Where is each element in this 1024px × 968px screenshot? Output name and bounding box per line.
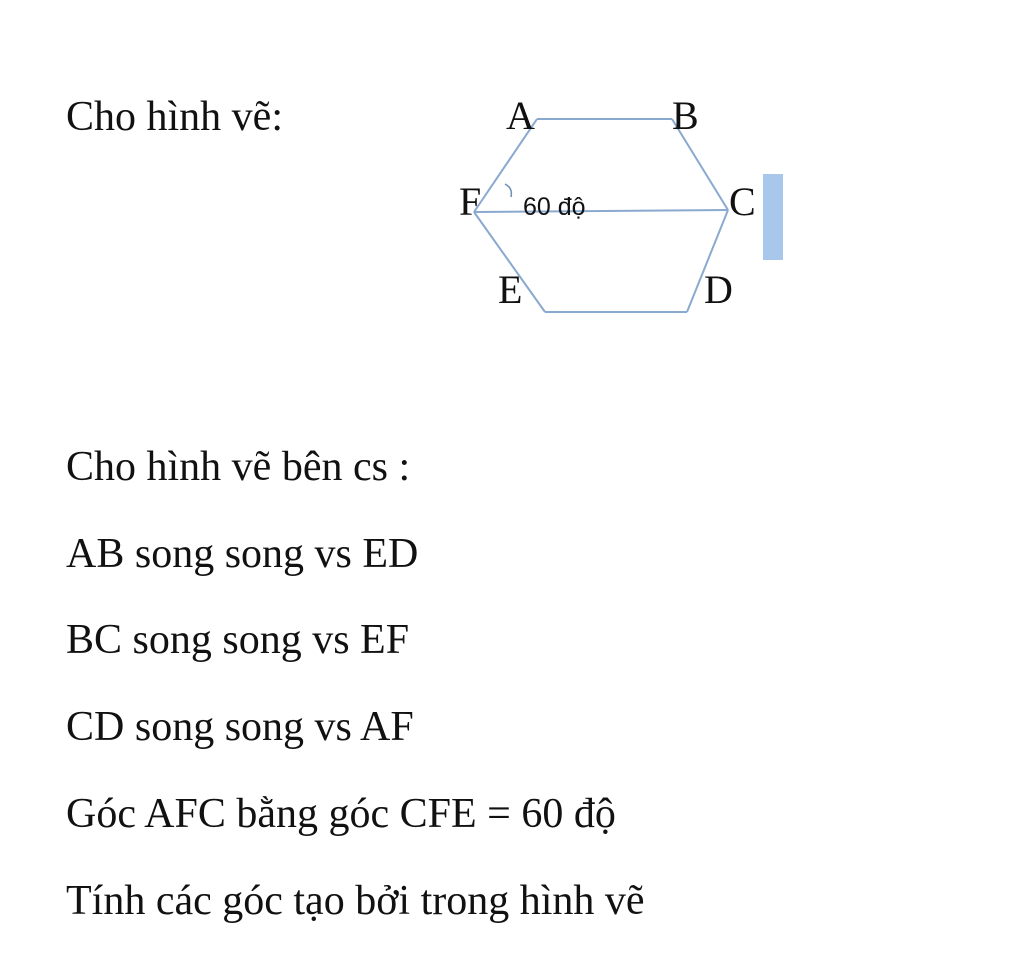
edge-bc — [672, 119, 728, 210]
edge-cd — [687, 210, 728, 312]
problem-line-1: Cho hình vẽ bên cs : — [66, 444, 411, 490]
edge-fa — [474, 119, 537, 212]
problem-line-5: Góc AFC bằng góc CFE = 60 độ — [66, 791, 616, 837]
vertex-label-a: A — [506, 93, 535, 138]
diagonal-fc — [474, 210, 728, 212]
hexagon-edges — [474, 119, 728, 312]
intro-text: Cho hình vẽ: — [66, 94, 283, 140]
vertex-label-d: D — [704, 267, 733, 312]
angle-label: 60 độ — [523, 193, 586, 221]
vertex-label-f: F — [459, 179, 482, 224]
problem-line-4: CD song song vs AF — [66, 704, 414, 750]
problem-line-6: Tính các góc tạo bởi trong hình vẽ — [66, 878, 645, 924]
angle-arc — [505, 184, 511, 197]
edge-ef — [474, 212, 545, 312]
problem-line-2: AB song song vs ED — [66, 531, 419, 577]
selection-handle[interactable] — [763, 174, 783, 260]
vertex-label-c: C — [729, 179, 756, 224]
vertex-label-b: B — [672, 93, 699, 138]
problem-line-3: BC song song vs EF — [66, 617, 410, 663]
vertex-label-e: E — [498, 267, 523, 312]
